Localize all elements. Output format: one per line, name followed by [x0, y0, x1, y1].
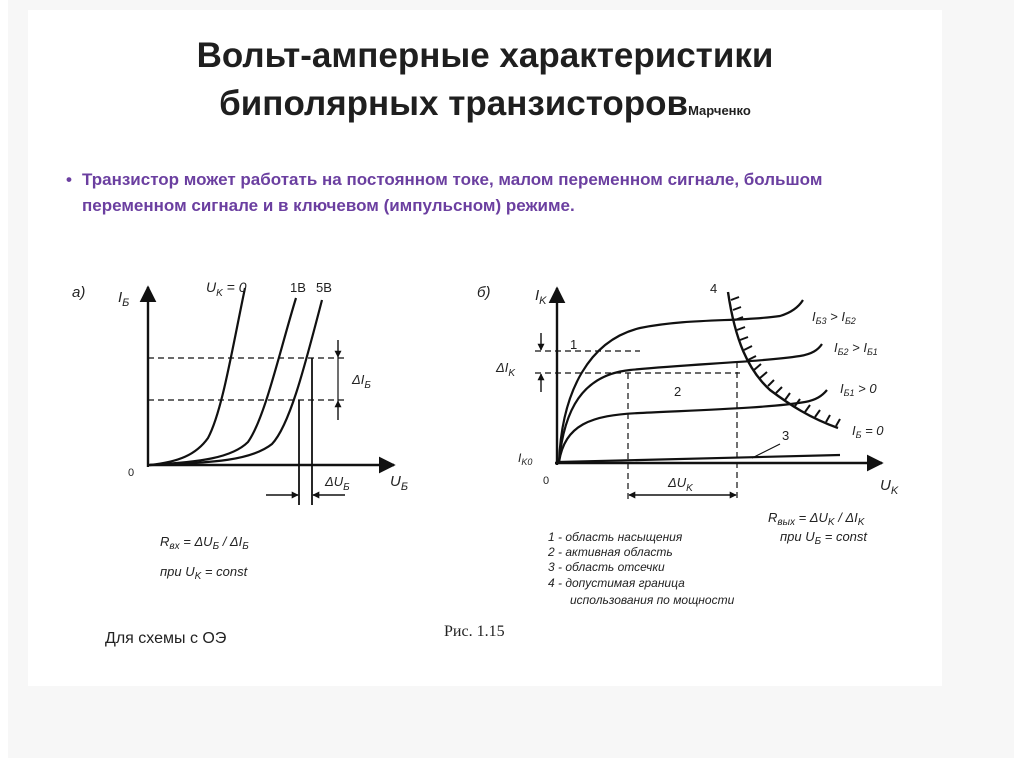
bullet-text: Транзистор может работать на постоянном токе, малом переменном сигнале, большом переменном сигнале и в ключевом (импульсном) режиме.: [82, 170, 823, 215]
fig-b-region-2: 2: [674, 384, 682, 399]
legend-item-1: 1 - область насыщения: [548, 530, 683, 544]
fig-a-condition: при $U_K$ = const: [160, 564, 248, 582]
fig-a-label-1v: 1В: [290, 280, 306, 295]
bullet-dot-icon: •: [66, 170, 72, 189]
fig-a-y-axis-label: $I_Б$: [118, 289, 130, 309]
fig-b-label-ib1: $I_{Б1} > 0$: [840, 381, 877, 398]
fig-b-condition: при $U_Б$ = const: [780, 529, 868, 547]
fig-b-delta-i-label: $\Delta I_K$: [496, 360, 516, 379]
fig-a-formula: $R_{вх} = \Delta U_Б / \Delta I_Б$: [160, 534, 249, 552]
fig-a-origin: 0: [128, 467, 135, 479]
fig-b-label: б): [477, 284, 491, 301]
fig-b-region-3: 3: [782, 428, 790, 443]
fig-b-label-ib2: $I_{Б2} > I_{Б1}$: [834, 340, 878, 357]
fig-b-region-4: 4: [710, 281, 718, 296]
fig-b-label-ib3: $I_{Б3} > I_{Б2}$: [812, 309, 856, 326]
legend-item-4-cont: использования по мощности: [570, 593, 735, 607]
title-line-2-text: биполярных транзисторов: [219, 84, 689, 123]
title-author: Марченко: [688, 103, 751, 118]
title-line-1: Вольт-амперные характеристики: [196, 36, 774, 75]
legend-item-2: 2 - активная область: [548, 545, 673, 559]
fig-b-x-axis-label: $U_K$: [880, 477, 899, 497]
fig-b-delta-u-label: $\Delta U_K$: [668, 475, 693, 494]
fig-a-delta-i-label: $\Delta I_Б$: [352, 372, 371, 391]
fig-a-label-uk0: $U_K = 0$: [206, 279, 247, 299]
fig-b-legend: [547, 530, 735, 607]
fig-b-ik0-label: $I_{K0}$: [518, 451, 533, 467]
fig-a-delta-u-label: $\Delta U_Б$: [325, 474, 350, 493]
scheme-note: Для схемы с ОЭ: [105, 630, 227, 647]
fig-a-curve-uk0: [150, 288, 245, 465]
fig-a-x-axis-label: $U_Б$: [390, 473, 409, 493]
legend-item-3: 3 - область отсечки: [548, 560, 665, 574]
fig-b-origin: 0: [543, 475, 550, 487]
legend-item-4: 4 - допустимая граница: [548, 576, 685, 590]
fig-a-label: а): [72, 284, 86, 301]
fig-b-label-ib0: $I_Б = 0$: [852, 423, 884, 440]
fig-a-label-5v: 5В: [316, 280, 332, 295]
figure-a: [72, 279, 408, 582]
fig-b-curve-ib0: [559, 455, 840, 462]
fig-a-curve-5v: [150, 300, 322, 465]
fig-b-y-axis-label: $I_K$: [535, 287, 547, 307]
fig-b-curve-ib2: [559, 344, 822, 462]
fig-b-formula: $R_{вых} = \Delta U_K / \Delta I_K$: [768, 510, 865, 528]
figure-caption: Рис. 1.15: [444, 623, 505, 640]
fig-b-region-1: 1: [570, 337, 578, 352]
figure-b: [477, 281, 899, 607]
